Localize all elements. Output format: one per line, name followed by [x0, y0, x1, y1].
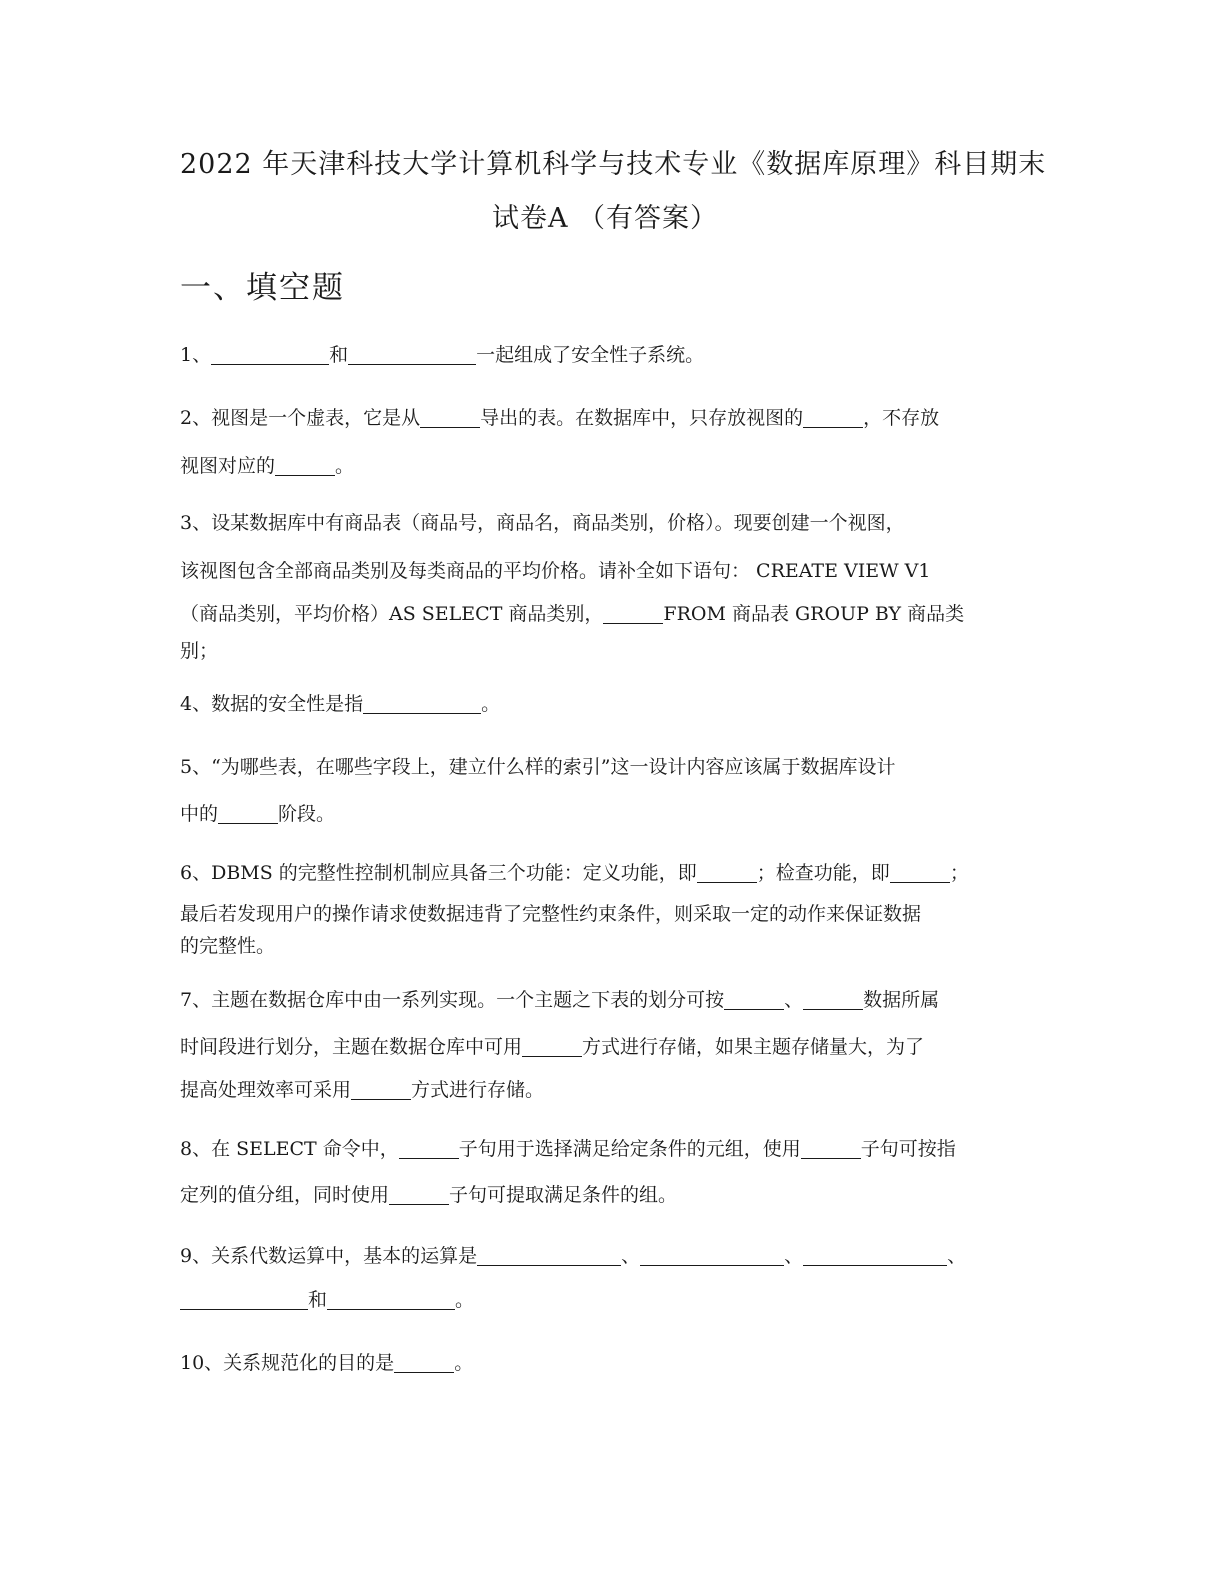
question-6-cont: 最后若发现用户的操作请求使数据违背了完整性约束条件，则采取一定的动作来保证数据	[180, 903, 922, 925]
question-6-cont: 的完整性。	[180, 935, 276, 957]
answer-blank	[327, 1289, 455, 1310]
section-heading: 一、填空题	[180, 270, 345, 306]
q9-separator: 、	[621, 1245, 641, 1267]
q1-number: 1、	[180, 344, 212, 366]
q7-text: 、	[784, 989, 804, 1011]
question-1	[180, 342, 704, 368]
answer-blank	[724, 989, 784, 1010]
q5-text: 阶段。	[278, 803, 336, 825]
exam-title-line-2: 试卷A （有答案）	[491, 203, 719, 234]
q6-text: ；	[949, 862, 969, 884]
answer-blank	[275, 455, 335, 476]
question-7-cont	[180, 1034, 924, 1060]
q2-text: 视图对应的	[180, 455, 276, 477]
q8-text: 定列的值分组，同时使用	[180, 1184, 390, 1206]
q7-text: 数据所属	[863, 989, 940, 1011]
answer-blank	[801, 1138, 861, 1159]
q9-text: 9、关系代数运算中，基本的运算是	[180, 1245, 478, 1267]
q10-text: 10、关系规范化的目的是	[180, 1352, 395, 1374]
q6-text: 6、DBMS 的完整性控制机制应具备三个功能：定义功能，即	[180, 862, 697, 884]
q3-text: FROM 商品表 GROUP BY 商品类	[663, 603, 965, 625]
q3-text: （商品类别，平均价格）AS SELECT 商品类别，	[180, 603, 604, 625]
answer-blank	[603, 603, 663, 624]
q5-text: 中的	[180, 803, 219, 825]
question-9	[180, 1243, 966, 1269]
question-5: 5、“为哪些表，在哪些字段上，建立什么样的索引”这一设计内容应该属于数据库设计	[180, 756, 896, 778]
q7-text: 方式进行存储，如果主题存储量大，为了	[582, 1036, 925, 1058]
question-10	[180, 1350, 473, 1376]
question-7	[180, 987, 939, 1013]
answer-blank	[697, 862, 757, 883]
question-2	[180, 405, 939, 431]
answer-blank	[640, 1245, 784, 1266]
question-8	[180, 1136, 956, 1162]
answer-blank	[394, 1352, 454, 1373]
q7-text: 方式进行存储。	[411, 1079, 545, 1101]
answer-blank	[803, 1245, 947, 1266]
answer-blank	[348, 344, 476, 365]
q10-text: 。	[454, 1352, 474, 1374]
q4-text: 。	[481, 693, 501, 715]
q2-text: 导出的表。在数据库中，只存放视图的	[480, 407, 804, 429]
q2-text: 2、视图是一个虚表，它是从	[180, 407, 421, 429]
q4-text: 4、数据的安全性是指	[180, 693, 364, 715]
question-8-cont	[180, 1182, 677, 1208]
question-3-cont: 该视图包含全部商品类别及每类商品的平均价格。请补全如下语句： CREATE VIEW V1	[180, 560, 931, 582]
question-4	[180, 691, 500, 717]
question-5-cont	[180, 801, 335, 827]
answer-blank	[389, 1184, 449, 1205]
exam-title-line-1: 2022 年天津科技大学计算机科学与技术专业《数据库原理》科目期末	[180, 149, 1047, 180]
q7-text: 7、主题在数据仓库中由一系列实现。一个主题之下表的划分可按	[180, 989, 725, 1011]
q2-text: 。	[335, 455, 355, 477]
question-7-cont	[180, 1077, 544, 1103]
q6-text: ；检查功能，即	[756, 862, 890, 884]
q8-text: 子句可提取满足条件的组。	[449, 1184, 678, 1206]
question-2-cont	[180, 453, 354, 479]
q1-text: 一起组成了安全性子系统。	[476, 344, 705, 366]
q9-separator: 、	[947, 1245, 967, 1267]
q7-text: 提高处理效率可采用	[180, 1079, 352, 1101]
answer-blank	[180, 1289, 308, 1310]
answer-blank	[351, 1079, 411, 1100]
question-6	[180, 860, 969, 886]
q8-text: 子句可按指	[860, 1138, 956, 1160]
q7-text: 时间段进行划分，主题在数据仓库中可用	[180, 1036, 523, 1058]
answer-blank	[890, 862, 950, 883]
question-3-cont: 别；	[180, 640, 219, 662]
answer-blank	[399, 1138, 459, 1159]
answer-blank	[218, 803, 278, 824]
answer-blank	[420, 407, 480, 428]
q8-text: 子句用于选择满足给定条件的元组，使用	[458, 1138, 801, 1160]
q8-text: 8、在 SELECT 命令中，	[180, 1138, 399, 1160]
q1-text: 和	[329, 344, 349, 366]
q9-text: 和	[308, 1289, 328, 1311]
question-3: 3、设某数据库中有商品表（商品号，商品名，商品类别，价格）。现要创建一个视图，	[180, 512, 905, 534]
q2-text: ，不存放	[863, 407, 940, 429]
answer-blank	[803, 407, 863, 428]
answer-blank	[211, 344, 329, 365]
q9-separator: 、	[784, 1245, 804, 1267]
question-3-cont	[180, 601, 964, 627]
answer-blank	[477, 1245, 621, 1266]
answer-blank	[363, 693, 481, 714]
question-9-cont	[180, 1287, 474, 1313]
answer-blank	[522, 1036, 582, 1057]
answer-blank	[803, 989, 863, 1010]
q9-text: 。	[455, 1289, 475, 1311]
